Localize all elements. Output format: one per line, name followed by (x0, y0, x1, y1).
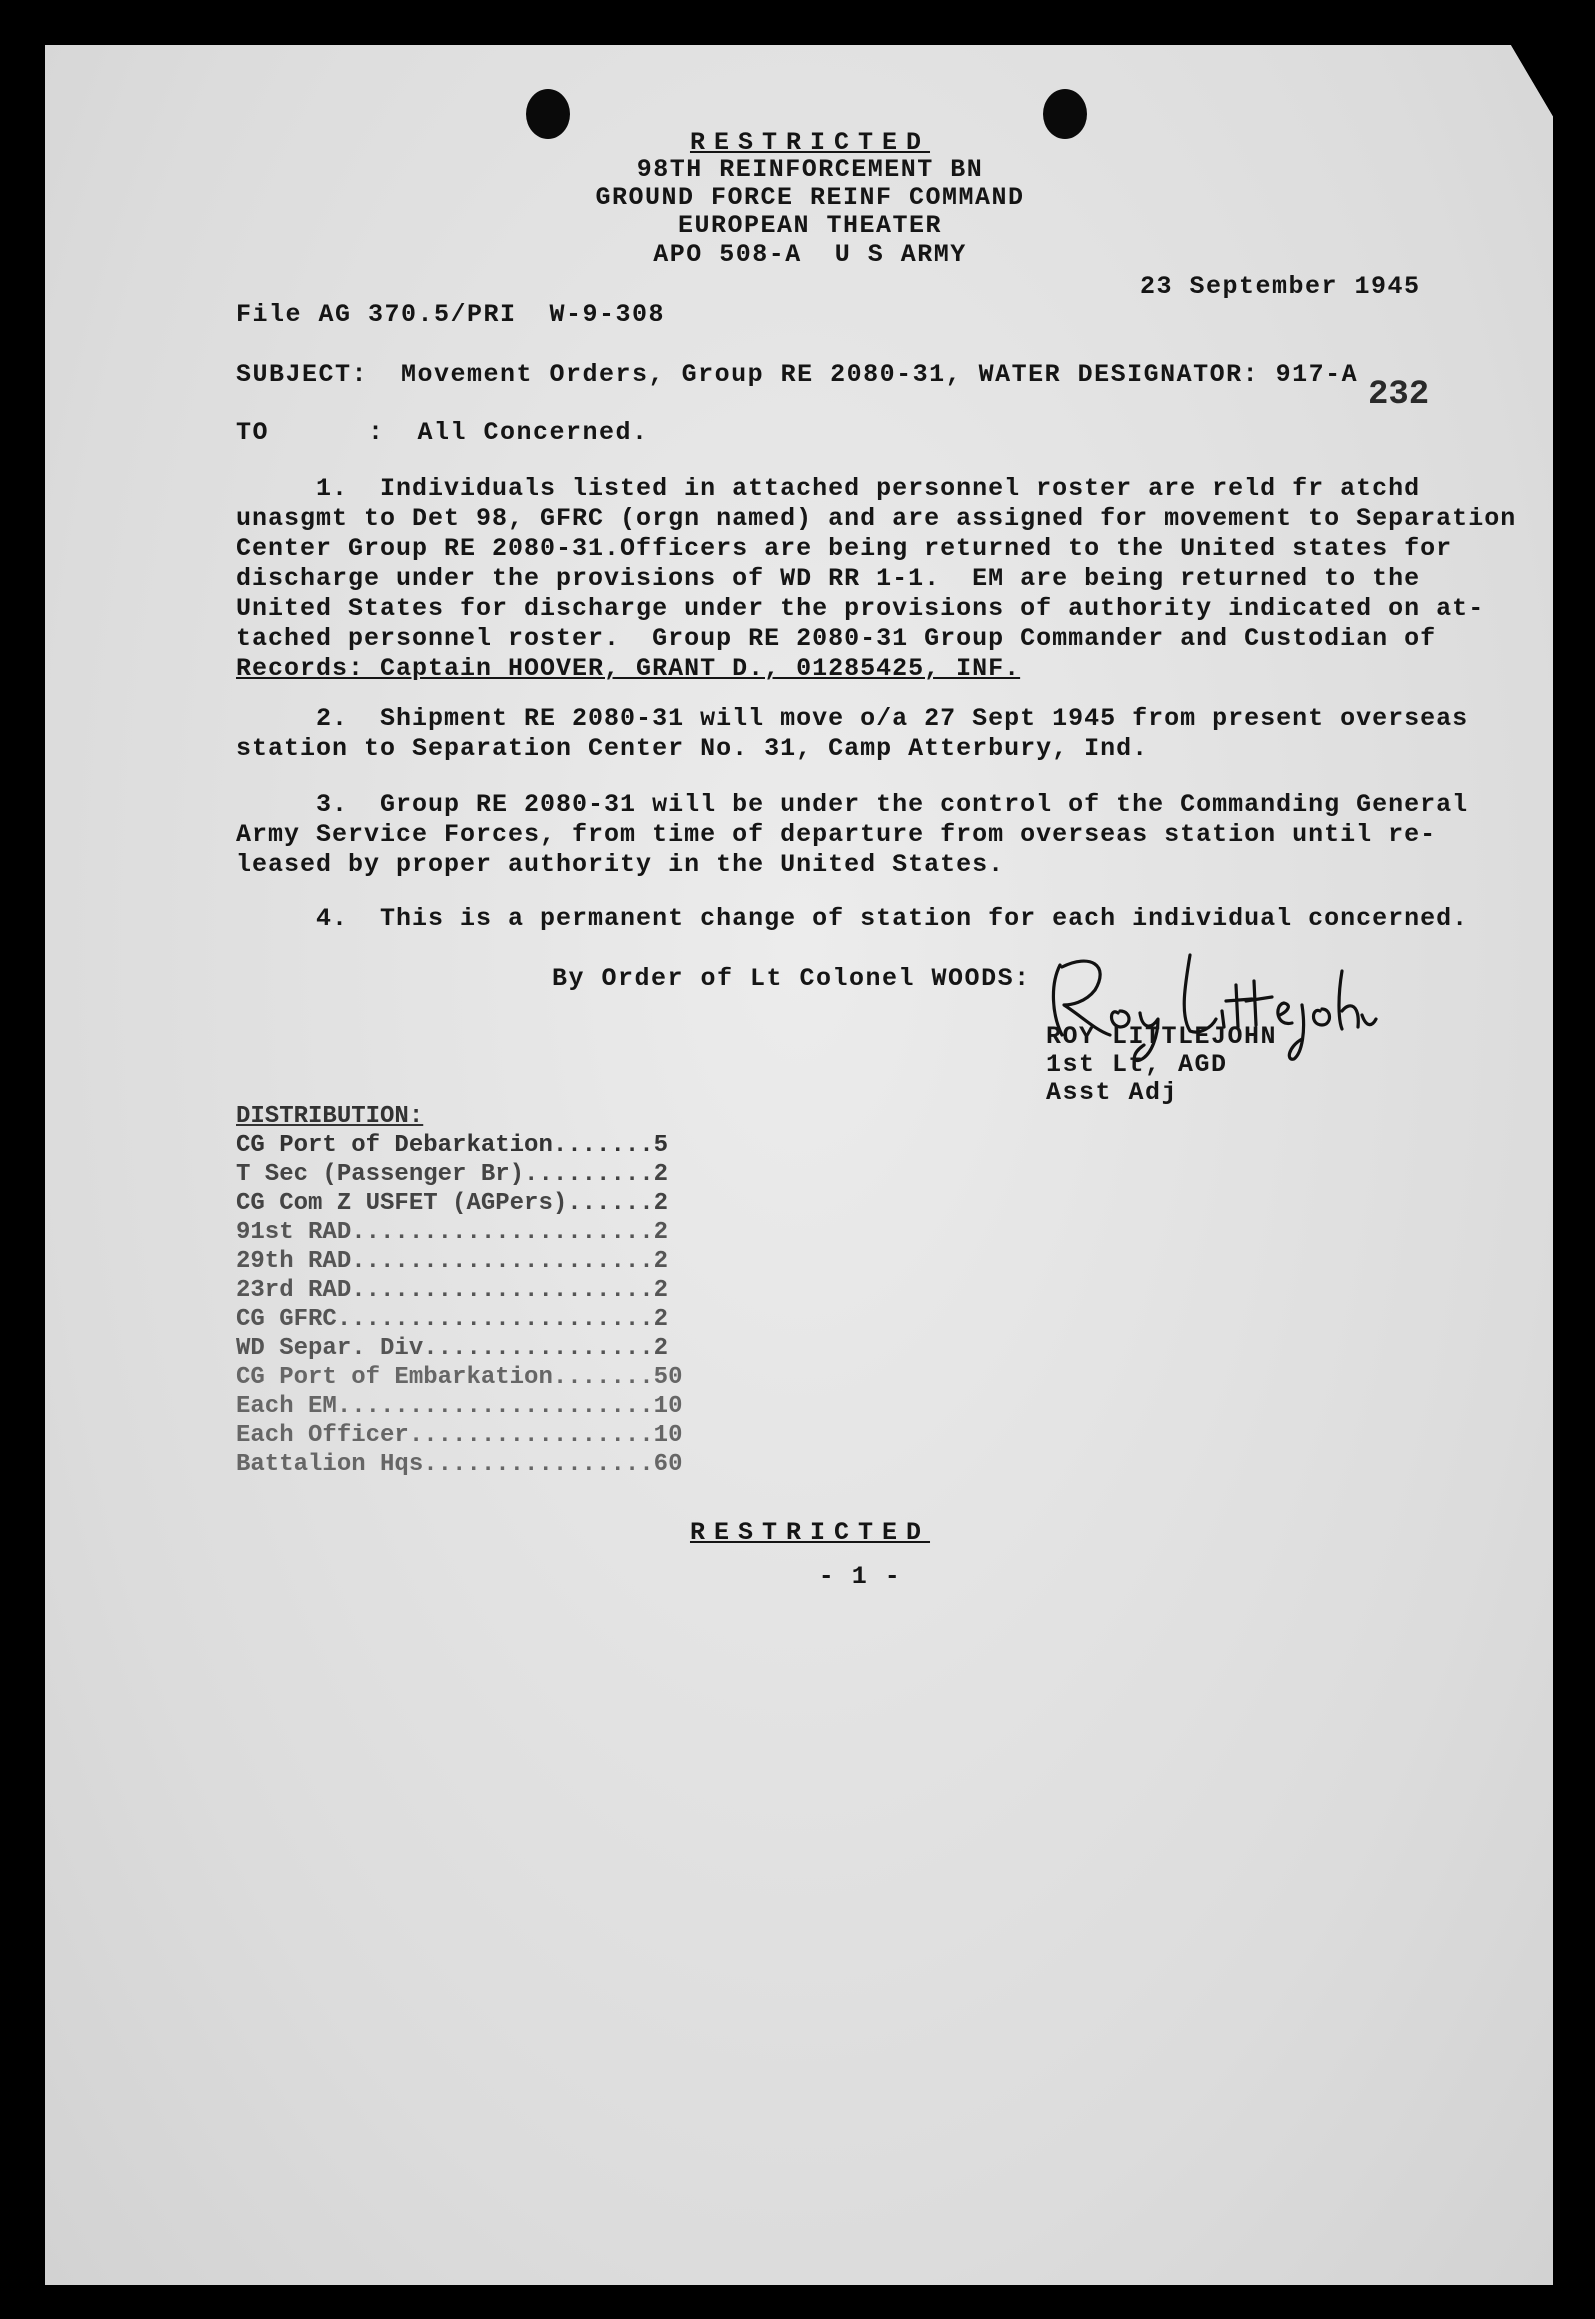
header-command: GROUND FORCE REINF COMMAND (595, 183, 1025, 212)
paragraph-3-line: leased by proper authority in the United States. (236, 850, 1005, 879)
paragraph-1-line: unasgmt to Det 98, GFRC (orgn named) and are assigned for movement to Separation (236, 504, 1517, 533)
paragraph-2-line: station to Separation Center No. 31, Camp Atterbury, Ind. (236, 734, 1149, 763)
footer-page-number: - 1 - (818, 1562, 902, 1591)
paragraph-2-line: 2. Shipment RE 2080-31 will move o/a 27 Sept 1945 from present overseas (236, 704, 1469, 733)
page-stamp-number: 232 (1368, 376, 1430, 414)
paragraph-1-line: tached personnel roster. Group RE 2080-31 Group Commander and Custodian of (236, 624, 1437, 653)
distribution-row: CG Port of Debarkation.......5 (236, 1132, 669, 1159)
document-date: 23 September 1945 (1140, 272, 1421, 301)
order-line: By Order of Lt Colonel WOODS: (552, 964, 1031, 993)
paragraph-1-line: discharge under the provisions of WD RR 1-1. EM are being returned to the (236, 564, 1421, 593)
paragraph-1-line: 1. Individuals listed in attached personnel roster are reld fr atchd (236, 474, 1421, 503)
paragraph-3 (236, 790, 1468, 880)
paragraph-4 (236, 904, 1468, 934)
paragraph-1 (236, 474, 1516, 684)
paragraph-3-line: 3. Group RE 2080-31 will be under the control of the Commanding General (236, 790, 1469, 819)
distribution-row: 29th RAD.....................2 (236, 1248, 669, 1275)
distribution-row: 23rd RAD.....................2 (236, 1277, 669, 1304)
subject-line: SUBJECT: Movement Orders, Group RE 2080-31, WATER DESIGNATOR: 917-A (236, 360, 1359, 389)
distribution-list (236, 1102, 682, 1479)
distribution-row: Each Officer.................10 (236, 1422, 683, 1449)
paragraph-3-line: Army Service Forces, from time of departure from overseas station until re- (236, 820, 1437, 849)
distribution-row: Battalion Hqs................60 (236, 1451, 683, 1478)
signer-title: Asst Adj (1046, 1078, 1179, 1107)
header-unit: 98TH REINFORCEMENT BN (636, 155, 984, 184)
header-classification: RESTRICTED (689, 128, 931, 157)
distribution-row: CG GFRC......................2 (236, 1306, 669, 1333)
footer-classification: RESTRICTED (689, 1518, 931, 1547)
header-apo: APO 508-A U S ARMY (653, 240, 967, 269)
distribution-row: T Sec (Passenger Br).........2 (236, 1161, 669, 1188)
distribution-row: Each EM......................10 (236, 1393, 683, 1420)
file-reference: File AG 370.5/PRI W-9-308 (236, 300, 666, 329)
paragraph-4-line: 4. This is a permanent change of station for each individual concerned. (236, 904, 1469, 933)
header-theater: EUROPEAN THEATER (677, 211, 943, 240)
distribution-row: 91st RAD.....................2 (236, 1219, 669, 1246)
paragraph-2 (236, 704, 1468, 764)
paragraph-1-line: Records: Captain HOOVER, GRANT D., 01285425, INF. (236, 654, 1021, 683)
signer-name: ROY LITTLEJOHN (1046, 1022, 1278, 1051)
distribution-heading: DISTRIBUTION: (236, 1103, 424, 1130)
paragraph-1-line: Center Group RE 2080-31.Officers are being returned to the United states for (236, 534, 1453, 563)
to-line: TO : All Concerned. (236, 418, 649, 447)
signer-rank: 1st Lt, AGD (1046, 1050, 1228, 1079)
distribution-row: WD Separ. Div................2 (236, 1335, 669, 1362)
distribution-row: CG Port of Embarkation.......50 (236, 1364, 683, 1391)
punch-hole-left (526, 89, 570, 139)
punch-hole-right (1043, 89, 1087, 139)
distribution-row: CG Com Z USFET (AGPers)......2 (236, 1190, 669, 1217)
paragraph-1-line: United States for discharge under the provisions of authority indicated on at- (236, 594, 1485, 623)
